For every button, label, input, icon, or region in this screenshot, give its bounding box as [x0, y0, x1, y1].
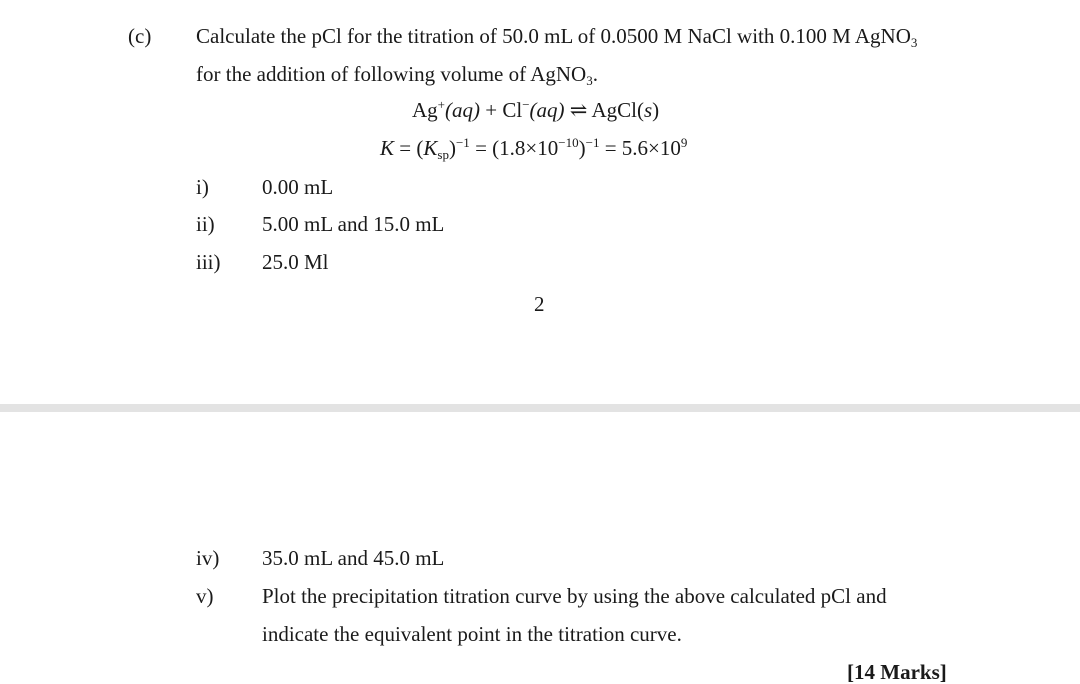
k-eq-3: = 5.6×10	[599, 136, 681, 160]
ksp-subscript: sp	[437, 146, 449, 162]
reaction-equation	[412, 98, 659, 122]
k-exp-1: −1	[455, 134, 470, 150]
item-label-v: v)	[196, 584, 214, 608]
eq-aq-2: (aq)	[529, 98, 565, 122]
question-line-1-text: Calculate the pCl for the titration of 50.0 mL of 0.0500 M NaCl with 0.100 M AgNO	[196, 24, 911, 48]
item-label-iii: iii)	[196, 250, 221, 274]
k-exp-4: 9	[680, 134, 688, 150]
item-text-v: Plot the precipitation titration curve by using the above calculated pCl and	[262, 584, 887, 608]
eq-silver: Ag	[412, 98, 438, 122]
item-text-iv: 35.0 mL and 45.0 mL	[262, 546, 445, 570]
item-label-iv: iv)	[196, 546, 220, 570]
k-eq-2: = (1.8×10	[469, 136, 559, 160]
eq-silver-charge: +	[437, 96, 446, 112]
marks-label: [14 Marks]	[847, 660, 947, 684]
item-label-ii: ii)	[196, 212, 215, 236]
eq-close-paren: )	[652, 98, 660, 122]
k-exp-2: −10	[558, 134, 579, 150]
k-symbol: K	[380, 136, 395, 160]
eq-solid-state: s	[643, 98, 653, 122]
item-text-ii: 5.00 mL and 15.0 mL	[262, 212, 445, 236]
question-line-2-period: .	[592, 62, 598, 86]
eq-chloride: Cl	[502, 98, 523, 122]
question-line-1-subscript: 3	[910, 34, 918, 50]
item-text-iii: 25.0 Ml	[262, 250, 329, 274]
item-label-i: i)	[196, 175, 209, 199]
question-line-2-subscript: 3	[586, 72, 593, 88]
question-line-2-text: for the addition of following volume of AgNO	[196, 62, 587, 86]
page-number: 2	[534, 292, 545, 316]
ksp-symbol: K	[423, 136, 438, 160]
k-close-2: )	[578, 136, 586, 160]
question-line-2	[196, 62, 598, 86]
question-label: (c)	[128, 24, 152, 48]
k-exp-3: −1	[585, 134, 600, 150]
equilibrium-constant	[380, 136, 687, 160]
eq-plus: +	[480, 98, 503, 122]
page-bottom	[0, 412, 1080, 683]
item-text-v-line-2: indicate the equivalent point in the titration curve.	[262, 622, 682, 646]
question-line-1	[196, 24, 917, 48]
eq-chloride-charge: −	[522, 96, 530, 112]
eq-aq-1: (aq)	[445, 98, 481, 122]
k-close-1: )	[448, 136, 456, 160]
item-text-i: 0.00 mL	[262, 175, 334, 199]
eq-product: AgCl(	[591, 98, 644, 122]
page-separator	[0, 404, 1080, 412]
eq-equilibrium-arrow: ⇌	[564, 98, 592, 122]
k-eq-1: = (	[394, 136, 424, 160]
